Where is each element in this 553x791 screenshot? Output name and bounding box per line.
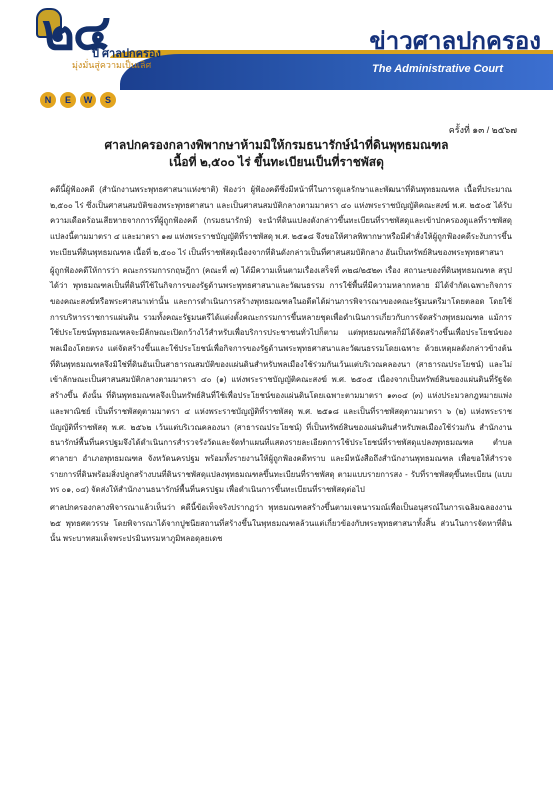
news-letter-w: W (80, 92, 96, 108)
paragraph: ผู้ถูกฟ้องคดีให้การว่า คณะกรรมการกฤษฎีกา (คณะที่ ๗) ได้มีความเห็นตามเรื่องเสร็จที่ ๓๒๘/๒๕๒๓ เรื่อง สถานะของที่ดินพุทธมณฑล สรุปได้ว่า พุทธมณฑลเป็นที่ดินที่ใช้ในกิจการของรัฐด้านพระพุทธศาสนาและวัฒนธรรม การใช้พื้นที่มีความหลากหลาย มิได้จำกัดเฉพาะกิจการของคณะสงฆ์หรือพระศาสนาเท่านั้น และการดำเนินการสร้างพุทธมณฑลในอดีตได้ผ่านการพิจารณาของคณะรัฐมนตรีมาโดยตลอด โดยใช้การบริหารราชการแผ่นดิน รวมทั้งคณะรัฐมนตรีได้แต่งตั้งคณะกรรมการขึ้นหลายชุดเพื่อดำเนินการเกี่ยวกับการจัดสร้างพุทธมณฑล แม้การใช้ประโยชน์พุทธมณฑลจะมีลักษณะเปิดกว้างไว้สำหรับเพื่อบริการประชาชนทั่วไปก็ตาม แต่พุทธมณฑลก็มิได้จัดสร้างขึ้นเพื่อประโยชน์ของพลเมืองโดยตรง แต่จัดสร้างขึ้นและใช้ประโยชน์เพื่อกิจการของรัฐด้านพระพุทธศาสนาและวัฒนธรรมโดยเฉพาะ ด้วยเหตุผลดังกล่าวข้างต้น ที่ดินพุทธมณฑลจึงมิใช่ที่ดินอันเป็นสาธารณสมบัติของแผ่นดินสำหรับพลเมืองใช้ร่วมกันเว้นแต่บริเวณคลองนา (สาธารณประโยชน์) และไม่เข้าลักษณะเป็นศาสนสมบัติกลางตามมาตรา ๔๐ (๑) แห่งพระราชบัญญัติคณะสงฆ์ พ.ศ. ๒๕๐๕ เนื่องจากเป็นทรัพย์สินของแผ่นดินที่รัฐจัดสร้างขึ้น ดังนั้น ที่ดินพุทธมณฑลจึงเป็นทรัพย์สินที่ใช้เพื่อประโยชน์ของแผ่นดินโดยเฉพาะตามมาตรา ๑๓๐๔ (๓) แห่งประมวลกฎหมายแพ่งและพาณิชย์ เป็นที่ราชพัสดุตามมาตรา ๔ แห่งพระราชบัญญัติที่ราชพัสดุ พ.ศ. ๒๕๑๘ และเป็นที่ราชพัสดุตามมาตรา ๖ (๒) แห่งพระราชบัญญัติที่ราชพัสดุ พ.ศ. ๒๕๖๒ เว้นแต่บริเวณคลองนา (สาธารณประโยชน์) ที่เป็นทรัพย์สินของแผ่นดินสำหรับพลเมืองใช้ร่วมกัน สำนักงานธนารักษ์พื้นที่นครปฐมจึงได้ดำเนินการสำรวจรังวัดและจัดทำแผนที่แสดงรายละเอียดการใช้ประโยชน์ที่ราชพัสดุแปลงพุทธมณฑล ตำบลศาลายา อำเภอพุทธมณฑล จังหวัดนครปฐม พร้อมทั้งรายงานให้ผู้ถูกฟ้องคดีทราบ และมีหนังสือถึงสำนักงานพุทธมณฑล เพื่อขอให้สำรวจรายการที่ดินพร้อมสิ่งปลูกสร้างบนที่ดินราชพัสดุแปลงพุทธมณฑลขึ้นทะเบียนที่ราชพัสดุ ตามแบบรายการสง - รับที่ราชพัสดุขึ้นทะเบียน (แบบ ทร ๐๑, ๐๔) จัดส่งให้สำนักงานธนารักษ์พื้นที่นครปฐม เพื่อดำเนินการขึ้นทะเบียนที่ราชพัสดุต่อไป (50, 265, 512, 495)
masthead (0, 0, 553, 120)
news-letter-badges (40, 92, 116, 110)
anniversary-years-label: ปี ศาลปกครอง (92, 48, 161, 60)
headline-line-1: ศาลปกครองกลางพิพากษาห้ามมิให้กรมธนารักษ์นำที่ดินพุทธมณฑล (104, 138, 449, 152)
article-body (50, 182, 512, 549)
article-headline (40, 137, 513, 171)
news-letter-e: E (60, 92, 76, 108)
paragraph: ศาลปกครองกลางพิจารณาแล้วเห็นว่า คดีนี้ข้อเท็จจริงปรากฏว่า พุทธมณฑลสร้างขึ้นตามเจตนารมณ์เพื่อเป็นอนุสรณ์ในการเฉลิมฉลองงาน ๒๕ พุทธศตวรรษ โดยพิจารณาได้จากปูชนียสถานที่สร้างขึ้นในพุทธมณฑลล้วนแต่เกี่ยวข้องกับพระพุทธศาสนาทั้งสิ้น ส่วนในการจัดหาที่ดินนั้น พระบาทสมเด็จพระปรมินทรมหาภูมิพลอดุลยเดช (50, 503, 512, 544)
news-letter-n: N (40, 92, 56, 108)
anniversary-motto: มุ่งมั่นสู่ความเป็นเลิศ (72, 60, 152, 70)
anniversary-logo-number: ๒๔ (42, 2, 109, 61)
publication-title-thai: ข่าวศาลปกครอง (369, 28, 541, 55)
publication-title-english: The Administrative Court (372, 63, 503, 75)
headline-line-2: เนื้อที่ ๒,๕๐๐ ไร่ ขึ้นทะเบียนเป็นที่ราชพัสดุ (169, 155, 384, 169)
issue-number: ครั้งที่ ๑๓ / ๒๕๖๗ (448, 125, 517, 135)
news-letter-s: S (100, 92, 116, 108)
paragraph: คดีนี้ผู้ฟ้องคดี (สำนักงานพระพุทธศาสนาแห่งชาติ) ฟ้องว่า ผู้ฟ้องคดีซึ่งมีหน้าที่ในการดูแลรักษาและพัฒนาที่ดินพุทธมณฑล เนื้อที่ประมาณ ๒,๕๐๐ ไร่ ซึ่งเป็นศาสนสมบัติของพระพุทธศาสนา และเป็นศาสนสมบัติกลางตามมาตรา ๔๐ แห่งพระราชบัญญัติคณะสงฆ์ พ.ศ. ๒๕๐๕ ได้รับความเดือดร้อนเสียหายจากการที่ผู้ถูกฟ้องคดี (กรมธนารักษ์) จะนำที่ดินแปลงดังกล่าวขึ้นทะเบียนที่ราชพัสดุและเข้าปกครองดูแลที่ราชพัสดุแปลงนี้ตามมาตรา ๔ และมาตรา ๑๗ แห่งพระราชบัญญัติที่ราชพัสดุ พ.ศ. ๒๕๑๘ จึงขอให้ศาลพิพากษาหรือมีคำสั่งให้ผู้ถูกฟ้องคดีระงับการขึ้นทะเบียนที่ดินพุทธมณฑล เนื้อที่ ๒,๕๐๐ ไร่ เป็นที่ราชพัสดุเนื่องจากที่ดินดังกล่าวเป็นที่ศาสนสมบัติกลาง อันเป็นทรัพย์สินของพระพุทธศาสนา (50, 185, 512, 257)
